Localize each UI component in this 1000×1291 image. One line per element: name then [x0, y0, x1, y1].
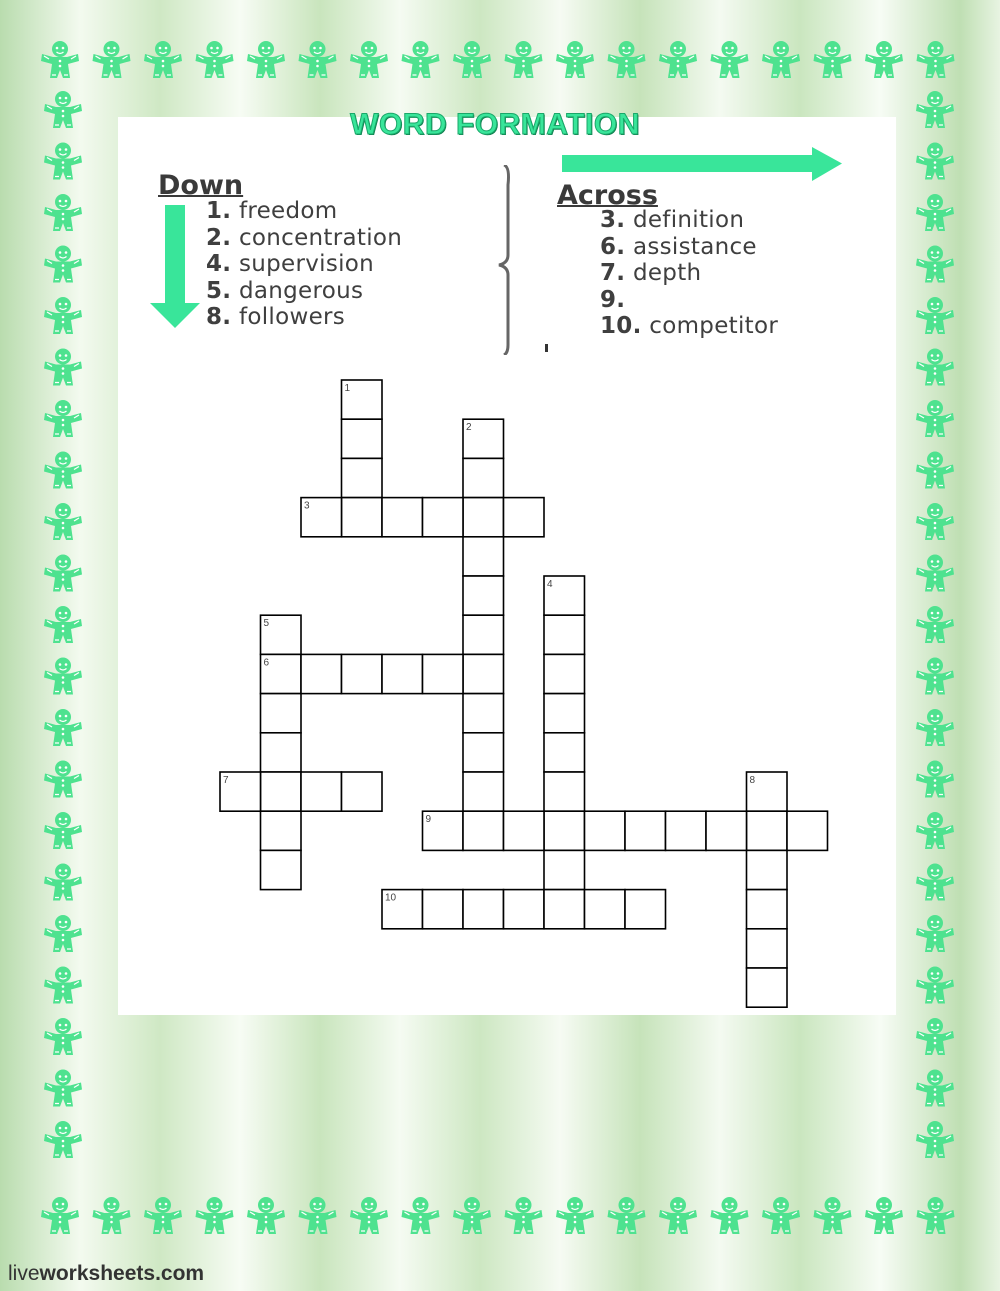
- crossword-cell[interactable]: [625, 890, 666, 929]
- crossword-cell[interactable]: [625, 811, 666, 850]
- down-clue: [206, 304, 402, 331]
- crossword-cell[interactable]: [301, 772, 342, 811]
- crossword-cell[interactable]: [261, 654, 302, 693]
- crossword-cell[interactable]: [747, 850, 788, 889]
- clue-number-label: 10: [385, 892, 397, 904]
- clue-word: assistance: [625, 233, 757, 260]
- gingerbread-man-icon: [865, 41, 903, 78]
- gingerbread-man-icon: [247, 1197, 285, 1234]
- across-heading: Across: [557, 180, 658, 211]
- crossword-cell[interactable]: [504, 890, 545, 929]
- gingerbread-man-icon: [44, 967, 82, 1004]
- gingerbread-man-icon: [916, 194, 954, 231]
- gingerbread-man-icon: [916, 400, 954, 437]
- across-clue: [600, 313, 778, 340]
- stray-mark: [545, 344, 548, 352]
- crossword-cell[interactable]: [747, 890, 788, 929]
- gingerbread-man-icon: [93, 41, 131, 78]
- gingerbread-man-icon: [44, 246, 82, 283]
- crossword-cell[interactable]: [544, 850, 585, 889]
- gingerbread-man-icon: [44, 349, 82, 386]
- crossword-cell[interactable]: [747, 968, 788, 1007]
- gingerbread-man-icon: [44, 400, 82, 437]
- gingerbread-man-icon: [299, 41, 337, 78]
- crossword-cell[interactable]: [463, 576, 504, 615]
- gingerbread-man-icon: [44, 606, 82, 643]
- clue-word: definition: [625, 207, 745, 233]
- clue-word: competitor: [641, 313, 779, 339]
- across-clue: [600, 234, 778, 261]
- gingerbread-man-icon: [402, 1197, 440, 1234]
- clue-number-label: 3: [304, 500, 310, 512]
- crossword-cell[interactable]: [666, 811, 707, 850]
- gingerbread-man-icon: [916, 606, 954, 643]
- gingerbread-man-icon: [814, 1197, 852, 1234]
- gingerbread-man-icon: [144, 1197, 182, 1234]
- crossword-cell[interactable]: [463, 654, 504, 693]
- clue-number-label: 8: [749, 775, 756, 786]
- crossword-cell[interactable]: [423, 654, 464, 693]
- crossword-cell[interactable]: [342, 772, 383, 811]
- down-clue: [206, 278, 402, 305]
- gingerbread-man-icon: [93, 1197, 131, 1234]
- gingerbread-man-icon: [196, 1197, 234, 1234]
- crossword-cell[interactable]: [463, 458, 504, 497]
- gingerbread-man-icon: [814, 41, 852, 78]
- crossword-cell[interactable]: [220, 772, 261, 811]
- clue-word: freedom: [231, 198, 338, 224]
- clue-number-label: 7: [223, 775, 229, 786]
- gingerbread-man-icon: [711, 41, 749, 78]
- crossword-cell[interactable]: [382, 890, 423, 929]
- clue-word: supervision: [231, 251, 375, 277]
- gingerbread-man-icon: [44, 1121, 82, 1158]
- gingerbread-man-icon: [453, 41, 491, 78]
- gingerbread-man-icon: [916, 658, 954, 695]
- crossword-cell[interactable]: [463, 615, 504, 654]
- crossword-cell[interactable]: [382, 654, 423, 693]
- gingerbread-man-icon: [350, 1197, 388, 1234]
- gingerbread-man-icon: [916, 812, 954, 849]
- crossword-cell[interactable]: [463, 419, 504, 458]
- gingerbread-man-icon: [916, 1121, 954, 1158]
- gingerbread-man-icon: [762, 1197, 800, 1234]
- crossword-cell[interactable]: [342, 419, 383, 458]
- crossword-cell[interactable]: [787, 811, 828, 850]
- crossword-cell[interactable]: [423, 890, 464, 929]
- arrow-right-icon: [560, 145, 845, 185]
- gingerbread-man-icon: [916, 503, 954, 540]
- gingerbread-man-icon: [916, 709, 954, 746]
- site-footer: [8, 1262, 204, 1286]
- crossword-cell[interactable]: [747, 772, 788, 811]
- crossword-cell[interactable]: [544, 654, 585, 693]
- clue-number-label: 9: [425, 814, 432, 826]
- crossword-cell[interactable]: [544, 615, 585, 654]
- gingerbread-man-icon: [916, 143, 954, 180]
- gingerbread-man-icon: [917, 41, 955, 78]
- crossword-cell[interactable]: [261, 733, 302, 772]
- clue-number: 4.: [206, 251, 232, 277]
- clue-number-label: 1: [344, 383, 351, 394]
- crossword-cell[interactable]: [544, 772, 585, 811]
- crossword-cell[interactable]: [382, 498, 423, 537]
- gingerbread-man-icon: [44, 915, 82, 952]
- gingerbread-man-icon: [453, 1197, 491, 1234]
- gingerbread-man-icon: [916, 864, 954, 901]
- clue-number: 9.: [600, 286, 626, 313]
- crossword-cell[interactable]: [463, 694, 504, 733]
- clue-number-label: 6: [263, 657, 270, 669]
- crossword-cell[interactable]: [463, 772, 504, 811]
- gingerbread-man-icon: [44, 143, 82, 180]
- crossword-cell[interactable]: [463, 811, 504, 850]
- footer-prefix: live: [8, 1262, 40, 1285]
- gingerbread-man-icon: [916, 915, 954, 952]
- crossword-cell[interactable]: [342, 458, 383, 497]
- crossword-cell[interactable]: [261, 615, 302, 654]
- clue-number: 1.: [206, 198, 232, 224]
- crossword-cell[interactable]: [706, 811, 747, 850]
- worksheet-title: WORD FORMATION: [350, 108, 640, 141]
- crossword-cell[interactable]: [747, 929, 788, 968]
- gingerbread-man-icon: [865, 1197, 903, 1234]
- across-clue-list: [600, 207, 778, 340]
- crossword-cell[interactable]: [544, 733, 585, 772]
- clue-word: depth: [625, 260, 702, 286]
- gingerbread-man-icon: [44, 1070, 82, 1107]
- crossword-cell[interactable]: [747, 811, 788, 850]
- across-clue: [600, 287, 778, 314]
- crossword-cell[interactable]: [342, 380, 383, 419]
- crossword-cell[interactable]: [504, 498, 545, 537]
- crossword-cell[interactable]: [261, 772, 302, 811]
- clue-number: 5.: [206, 277, 232, 304]
- crossword-cell[interactable]: [585, 890, 626, 929]
- gingerbread-man-icon: [917, 1197, 955, 1234]
- gingerbread-man-icon: [608, 41, 646, 78]
- clue-number: 2.: [206, 224, 232, 251]
- footer-brand: worksheets.com: [39, 1262, 205, 1285]
- gingerbread-man-icon: [659, 1197, 697, 1234]
- gingerbread-man-icon: [916, 246, 954, 283]
- gingerbread-man-icon: [44, 503, 82, 540]
- gingerbread-man-icon: [196, 41, 234, 78]
- clue-word: followers: [231, 304, 346, 330]
- gingerbread-man-icon: [505, 41, 543, 78]
- down-clue: [206, 251, 402, 278]
- gingerbread-man-icon: [556, 41, 594, 78]
- crossword-cell[interactable]: [301, 498, 342, 537]
- crossword-cell[interactable]: [261, 811, 302, 850]
- clue-number-label: 2: [466, 422, 472, 434]
- crossword-cell[interactable]: [423, 498, 464, 537]
- gingerbread-man-icon: [44, 864, 82, 901]
- gingerbread-man-icon: [44, 194, 82, 231]
- clue-number: 10.: [600, 313, 642, 339]
- crossword-cell[interactable]: [301, 654, 342, 693]
- clue-number: 6.: [600, 233, 626, 260]
- crossword-cell[interactable]: [463, 733, 504, 772]
- gingerbread-man-icon: [44, 761, 82, 798]
- crossword-cell[interactable]: [261, 694, 302, 733]
- gingerbread-man-icon: [916, 1070, 954, 1107]
- down-clue: [206, 198, 402, 225]
- gingerbread-man-icon: [762, 41, 800, 78]
- gingerbread-man-icon: [608, 1197, 646, 1234]
- crossword-cell[interactable]: [544, 694, 585, 733]
- gingerbread-man-icon: [916, 297, 954, 334]
- gingerbread-man-icon: [44, 812, 82, 849]
- gingerbread-man-icon: [711, 1197, 749, 1234]
- gingerbread-man-icon: [41, 1197, 79, 1234]
- gingerbread-man-icon: [144, 41, 182, 78]
- crossword-cell[interactable]: [504, 811, 545, 850]
- gingerbread-man-icon: [44, 1018, 82, 1055]
- clue-word: dangerous: [231, 277, 364, 304]
- gingerbread-man-icon: [44, 555, 82, 592]
- gingerbread-man-icon: [402, 41, 440, 78]
- clue-number: 8.: [206, 304, 232, 330]
- gingerbread-man-icon: [44, 297, 82, 334]
- crossword-cell[interactable]: [463, 498, 504, 537]
- crossword-cell[interactable]: [423, 811, 464, 850]
- gingerbread-man-icon: [659, 41, 697, 78]
- gingerbread-man-icon: [44, 658, 82, 695]
- gingerbread-man-icon: [916, 1018, 954, 1055]
- crossword-cell[interactable]: [463, 890, 504, 929]
- clue-number-label: 5: [263, 618, 270, 630]
- crossword-cell[interactable]: [261, 850, 302, 889]
- gingerbread-man-icon: [916, 555, 954, 592]
- gingerbread-man-icon: [44, 709, 82, 746]
- down-clue: [206, 225, 402, 252]
- crossword-cell[interactable]: [585, 811, 626, 850]
- gingerbread-man-icon: [916, 761, 954, 798]
- gingerbread-man-icon: [299, 1197, 337, 1234]
- crossword-cell[interactable]: [342, 498, 383, 537]
- crossword-cell[interactable]: [342, 654, 383, 693]
- clue-number: 7.: [600, 260, 626, 286]
- bracket-divider: [490, 165, 520, 355]
- crossword-cell[interactable]: [463, 537, 504, 576]
- gingerbread-man-icon: [916, 452, 954, 489]
- clue-number: 3.: [600, 207, 626, 233]
- down-heading: Down: [158, 170, 244, 201]
- clue-number-label: 4: [547, 579, 553, 590]
- gingerbread-man-icon: [556, 1197, 594, 1234]
- gingerbread-man-icon: [505, 1197, 543, 1234]
- crossword-cell[interactable]: [544, 890, 585, 929]
- gingerbread-man-icon: [916, 967, 954, 1004]
- gingerbread-man-icon: [44, 452, 82, 489]
- gingerbread-man-icon: [350, 41, 388, 78]
- arrow-down-icon: [150, 205, 200, 330]
- gingerbread-man-icon: [916, 349, 954, 386]
- across-clue: [600, 207, 778, 234]
- crossword-cell[interactable]: [544, 811, 585, 850]
- crossword-cell[interactable]: [544, 576, 585, 615]
- across-clue: [600, 260, 778, 287]
- gingerbread-man-icon: [41, 41, 79, 78]
- down-clue-list: [206, 198, 402, 331]
- clue-word: concentration: [231, 224, 403, 251]
- gingerbread-man-icon: [247, 41, 285, 78]
